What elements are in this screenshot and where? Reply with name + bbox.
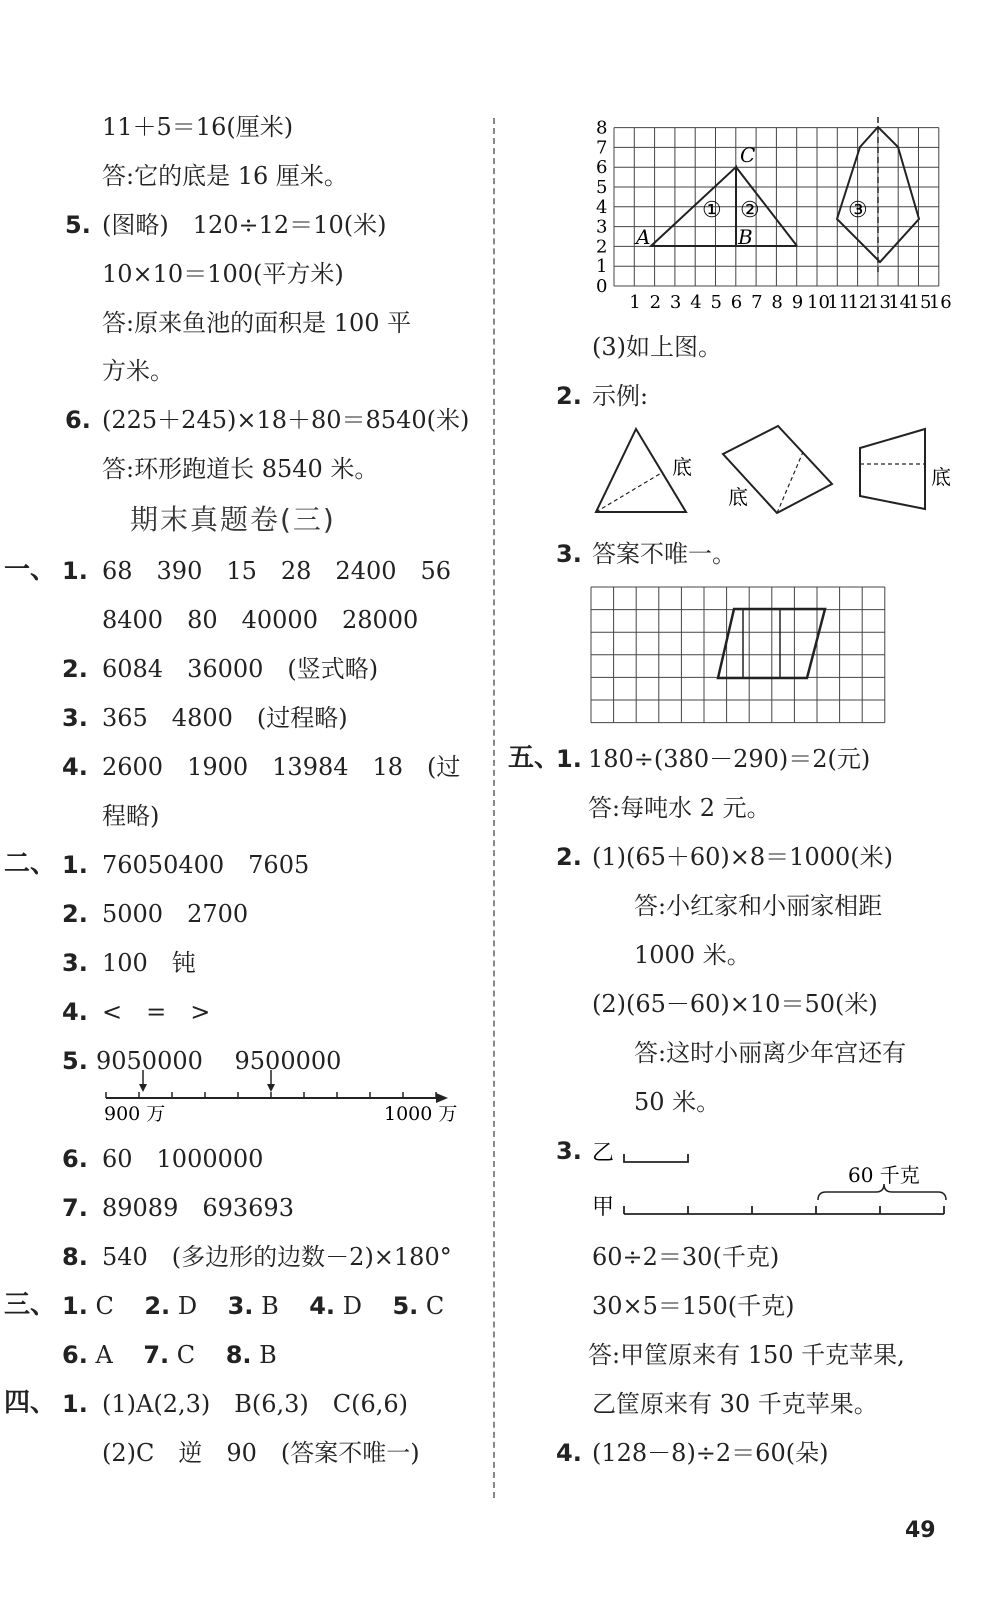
text-line: 76050400 7605 <box>102 851 310 879</box>
question-number: 8. <box>62 1243 88 1271</box>
text-line: 11＋5＝16(厘米) <box>102 113 294 141</box>
arrow-icon <box>267 1070 275 1092</box>
page-number: 49 <box>905 1518 936 1543</box>
question-number: 2. <box>556 843 582 871</box>
text-line: 8400 80 40000 28000 <box>102 606 419 634</box>
question-number: 6. <box>65 406 91 434</box>
question-number: 3. <box>62 704 88 732</box>
label-a: A <box>636 225 651 249</box>
column-divider <box>493 118 495 1498</box>
text-line: (128－8)÷2＝60(朵) <box>592 1439 829 1467</box>
answer-line: 答:甲筐原来有 150 千克苹果, <box>588 1341 905 1369</box>
text-line: 2600 1900 13984 18 (过 <box>102 753 461 781</box>
text-line: (2)C 逆 90 (答案不唯一) <box>102 1439 420 1467</box>
text-line: 180÷(380－290)＝2(元) <box>588 745 871 773</box>
grid-y-tick-label: 6 <box>596 157 608 179</box>
section-marker: 四、 <box>4 1388 57 1418</box>
text-line: 68 390 15 28 2400 56 <box>102 557 452 585</box>
text-line: 10×10＝100(平方米) <box>102 260 344 288</box>
section-marker: 一、 <box>4 555 57 585</box>
grid-x-tick-label: 1 <box>629 292 641 312</box>
text-line: 60 1000000 <box>102 1145 264 1173</box>
text-line: (2)(65－60)×10＝50(米) <box>592 990 878 1018</box>
text-line: 540 (多边形的边数－2)×180° <box>102 1243 452 1271</box>
question-number: 3. <box>556 1137 582 1165</box>
circle-label-1: ① <box>702 198 722 223</box>
question-number: 4. <box>62 998 88 1026</box>
answer-line: 答:小红家和小丽家相距 <box>634 892 883 920</box>
text-line: 9050000 9500000 <box>96 1047 342 1075</box>
grid-x-tick-label: 10 <box>807 292 830 312</box>
question-number: 2. <box>62 900 88 928</box>
answer-line: 答:环形跑道长 8540 米。 <box>102 455 379 483</box>
grid-y-tick-label: 3 <box>596 216 608 238</box>
number-line-right-label: 1000 万 <box>384 1103 458 1125</box>
question-number: 1. <box>62 1390 88 1418</box>
grid-y-tick-label: 2 <box>596 236 608 258</box>
question-number: 6. <box>62 1145 88 1173</box>
grid-x-tick-label: 13 <box>867 292 891 312</box>
text-line: (225＋245)×18＋80＝8540(米) <box>102 406 470 434</box>
circle-label-2: ② <box>740 198 760 223</box>
question-number: 3. <box>62 949 88 977</box>
text-line: (1)(65＋60)×8＝1000(米) <box>592 843 893 871</box>
parallelogram-height-example <box>723 426 832 513</box>
label-b: B <box>738 225 753 249</box>
number-line <box>96 1068 476 1128</box>
answer-line: 答:它的底是 16 厘米。 <box>102 162 348 190</box>
label-jia: 甲 <box>592 1195 615 1220</box>
triangle-height-example <box>596 429 692 512</box>
section-marker: 二、 <box>4 849 57 879</box>
grid-y-tick-label: 5 <box>596 177 608 198</box>
grid-x-tick-label: 16 <box>928 292 952 312</box>
line-segment-diagram <box>588 1136 948 1226</box>
text-line: < = > <box>102 998 211 1026</box>
grid-x-tick-label: 14 <box>888 292 912 312</box>
answer-line: 50 米。 <box>634 1088 721 1116</box>
section-marker: 五、 <box>508 743 561 773</box>
grid-x-tick-label: 7 <box>751 292 763 312</box>
question-number: 4. <box>62 753 88 781</box>
circle-label-3: ③ <box>848 198 868 223</box>
grid-x-tick-label: 2 <box>649 292 662 312</box>
grid-y-tick-label: 0 <box>596 276 608 297</box>
svg-text:底: 底 <box>931 465 951 489</box>
text-line: 100 钝 <box>102 949 196 977</box>
answer-line: 1000 米。 <box>634 941 751 969</box>
answer-line: 方米。 <box>102 357 174 385</box>
label-60kg: 60 千克 <box>848 1163 920 1187</box>
text-line: 60÷2＝30(千克) <box>592 1243 780 1271</box>
grid-x-tick-label: 15 <box>908 292 932 312</box>
grid-y-tick-label: 4 <box>596 196 608 218</box>
text-line: (1)A(2,3) B(6,3) C(6,6) <box>102 1390 409 1418</box>
grid-x-tick-label: 3 <box>669 292 682 312</box>
grid-y-tick-label: 1 <box>596 256 608 278</box>
arrow-icon <box>139 1070 147 1092</box>
answer-line: 答:这时小丽离少年宫还有 <box>634 1039 907 1067</box>
text-line: 30×5＝150(千克) <box>592 1292 795 1320</box>
text-line: (3)如上图。 <box>592 333 722 361</box>
question-number: 1. <box>62 851 88 879</box>
question-number: 5. <box>62 1047 88 1075</box>
grid-y-tick-label: 7 <box>596 137 608 159</box>
grid-y-tick-label: 8 <box>596 117 608 139</box>
answer-line: 答:原来鱼池的面积是 100 平 <box>102 309 412 337</box>
text-line: 365 4800 (过程略) <box>102 704 348 732</box>
coordinate-grid <box>592 112 952 312</box>
question-number: 3. <box>556 540 582 568</box>
choice-row: 1. C 2. D 3. B 4. D 5. C <box>62 1292 445 1320</box>
text-line: (图略) 120÷12＝10(米) <box>102 211 387 239</box>
label-c: C <box>740 143 756 167</box>
question-number: 2. <box>62 655 88 683</box>
text-line: 89089 693693 <box>102 1194 294 1222</box>
text-line: 程略) <box>102 802 160 830</box>
grid-x-tick-label: 9 <box>791 292 804 312</box>
answer-line: 乙筐原来有 30 千克苹果。 <box>592 1390 878 1418</box>
label-yi: 乙 <box>592 1141 615 1166</box>
question-number: 1. <box>556 745 582 773</box>
height-examples <box>590 424 960 522</box>
svg-text:底: 底 <box>728 485 748 509</box>
question-number: 2. <box>556 382 582 410</box>
text-line: 答案不唯一。 <box>592 540 736 568</box>
answer-line: 答:每吨水 2 元。 <box>588 794 771 822</box>
parallelogram-grid <box>590 586 888 726</box>
svg-text:底: 底 <box>672 455 692 479</box>
choice-row: 6. A 7. C 8. B <box>62 1341 277 1369</box>
text-line: 示例: <box>592 382 649 410</box>
section-title: 期末真题卷(三) <box>130 503 336 536</box>
question-number: 5. <box>65 211 91 239</box>
question-number: 1. <box>62 557 88 585</box>
grid-x-tick-label: 8 <box>771 292 783 312</box>
grid-x-tick-label: 4 <box>690 292 702 312</box>
question-number: 4. <box>556 1439 582 1467</box>
trapezoid-height-example <box>860 429 951 509</box>
text-line: 5000 2700 <box>102 900 249 928</box>
grid-x-tick-label: 6 <box>730 292 743 312</box>
grid-x-tick-label: 11 <box>827 292 851 312</box>
grid-x-tick-label: 12 <box>847 292 871 312</box>
text-line: 6084 36000 (竖式略) <box>102 655 379 683</box>
grid-x-tick-label: 5 <box>710 292 722 312</box>
question-number: 7. <box>62 1194 88 1222</box>
section-marker: 三、 <box>4 1290 57 1320</box>
number-line-left-label: 900 万 <box>104 1103 166 1125</box>
